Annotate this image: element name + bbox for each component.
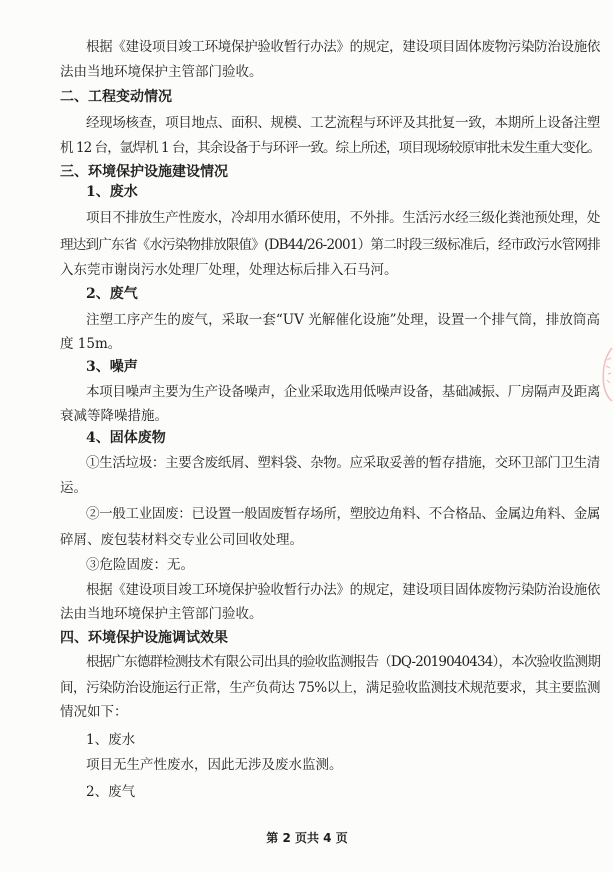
paragraph-line: 经现场核查，项目地点、面积、规模、工艺流程与环评及其批复一致，本期所上设备注塑 xyxy=(86,115,600,131)
list-item-line: 运。 xyxy=(60,480,87,496)
subsection-heading: 2、废气 xyxy=(86,286,138,302)
list-item-line: ③危险固废：无。 xyxy=(86,557,194,573)
paragraph-line: 根据《建设项目竣工环境保护验收暂行办法》的规定，建设项目固体废物污染防治设施依 xyxy=(86,39,600,55)
paragraph-line: 入东莞市谢岗污水处理厂处理，处理达标后排入石马河。 xyxy=(60,262,398,278)
paragraph-line: 根据广东德群检测技术有限公司出具的验收监测报告（DQ-2019040434），本次验收监测期 xyxy=(86,654,600,670)
paragraph-line: 机 12 台，氩焊机 1 台，其余设备于与环评一致。综上所述，项目现场较原审批未发生重大变化。 xyxy=(60,140,600,156)
paragraph-line: 注塑工序产生的废气，采取一套“UV 光解催化设施”处理，设置一个排气筒，排放筒高 xyxy=(86,312,600,328)
subsection-heading: 1、废水 xyxy=(86,732,136,748)
paragraph-line: 法由当地环境保护主管部门验收。 xyxy=(60,64,263,80)
paragraph-line: 项目不排放生产性废水，冷却用水循环使用，不外排。生活污水经三级化粪池预处理，处 xyxy=(86,210,600,226)
paragraph-line: 本项目噪声主要为生产设备噪声，企业采取选用低噪声设备，基础减振、厂房隔声及距离 xyxy=(86,384,600,400)
paragraph-line: 法由当地环境保护主管部门验收。 xyxy=(60,606,263,622)
subsection-heading: 3、噪声 xyxy=(86,359,138,375)
seal-fragment xyxy=(598,346,614,402)
section-heading: 二、工程变动情况 xyxy=(60,89,172,105)
paragraph-line: 根据《建设项目竣工环境保护验收暂行办法》的规定，建设项目固体废物污染防治设施依 xyxy=(86,582,600,598)
paragraph-line: 度 15m。 xyxy=(60,336,122,352)
paragraph-line: 衰减等降噪措施。 xyxy=(60,408,168,424)
paragraph-line: 间，污染防治设施运行正常，生产负荷达 75%以上，满足验收监测技术规范要求，其主要监测 xyxy=(60,680,600,696)
paragraph-line: 理达到广东省《水污染物排放限值》(DB44/26-2001）第二时段三级标准后，经市政污水管网排 xyxy=(60,237,600,253)
section-heading: 四、环境保护设施调试效果 xyxy=(60,630,228,646)
page-footer: 第 2 页共 4 页 xyxy=(266,831,348,845)
subsection-heading: 1、废水 xyxy=(86,184,138,200)
subsection-heading: 2、废气 xyxy=(86,784,136,800)
paragraph-line: 情况如下： xyxy=(60,704,128,720)
list-item-line: ①生活垃圾：主要含废纸屑、塑料袋、杂物。应采取妥善的暂存措施，交环卫部门卫生清 xyxy=(86,455,600,471)
list-item-line: 碎屑、废包装材料交专业公司回收处理。 xyxy=(60,532,303,548)
list-item-line: ②一般工业固废：已设置一般固废暂存场所，塑胶边角料、不合格品、金属边角料、金属 xyxy=(86,506,600,522)
paragraph-line: 项目无生产性废水，因此无涉及废水监测。 xyxy=(86,757,343,773)
subsection-heading: 4、固体废物 xyxy=(86,430,166,446)
section-heading: 三、环境保护设施建设情况 xyxy=(60,164,228,180)
